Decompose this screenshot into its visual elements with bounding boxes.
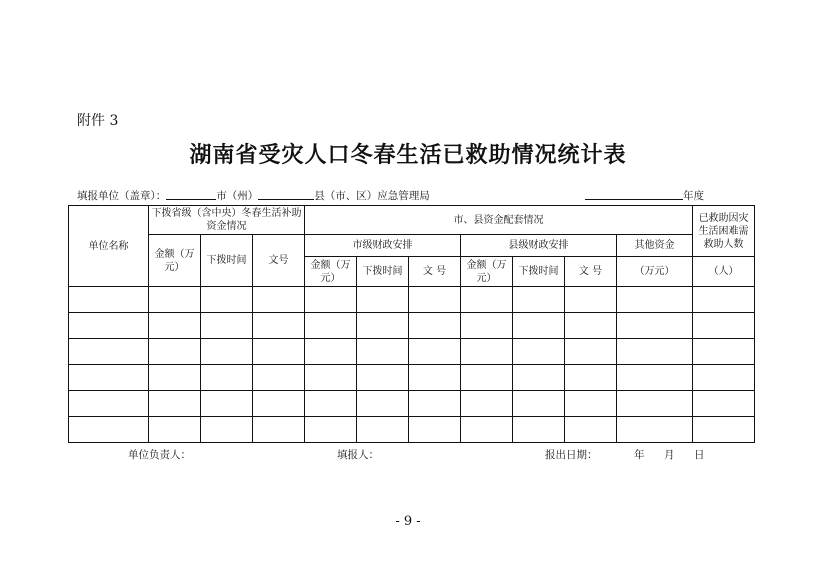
table-cell[interactable] bbox=[305, 417, 357, 443]
header-city-finance: 市级财政安排 bbox=[305, 235, 461, 257]
footer-year: 年 bbox=[634, 449, 645, 461]
table-cell[interactable] bbox=[461, 287, 513, 313]
header-city-county-funds: 市、县资金配套情况 bbox=[305, 206, 693, 235]
header-people-unit: （人） bbox=[693, 257, 755, 287]
header-other-funds: 其他资金 bbox=[617, 235, 693, 257]
header-provincial-amount: 金额（万元） bbox=[149, 235, 201, 287]
city-label: 市（州） bbox=[216, 190, 259, 202]
table-cell[interactable] bbox=[565, 313, 617, 339]
table-row bbox=[69, 339, 755, 365]
table-cell[interactable] bbox=[409, 339, 461, 365]
header-row-2 bbox=[69, 235, 755, 257]
table-cell[interactable] bbox=[565, 417, 617, 443]
header-county-time: 下拨时间 bbox=[513, 257, 565, 287]
table-row bbox=[69, 391, 755, 417]
table-cell[interactable] bbox=[409, 391, 461, 417]
header-provincial-doc: 文号 bbox=[253, 235, 305, 287]
table-cell[interactable] bbox=[201, 365, 253, 391]
table-cell[interactable] bbox=[461, 313, 513, 339]
table-cell[interactable] bbox=[565, 287, 617, 313]
table-cell[interactable] bbox=[693, 391, 755, 417]
table-cell[interactable] bbox=[693, 313, 755, 339]
table-cell[interactable] bbox=[617, 339, 693, 365]
table-cell[interactable] bbox=[149, 287, 201, 313]
table-cell[interactable] bbox=[461, 417, 513, 443]
footer-month: 月 bbox=[664, 449, 675, 461]
table-cell[interactable] bbox=[513, 391, 565, 417]
table-cell[interactable] bbox=[253, 339, 305, 365]
table-cell[interactable] bbox=[149, 313, 201, 339]
header-row-1 bbox=[69, 206, 755, 235]
table-cell[interactable] bbox=[617, 313, 693, 339]
table-cell[interactable] bbox=[201, 313, 253, 339]
footer-day: 日 bbox=[694, 449, 705, 461]
table-cell[interactable] bbox=[617, 391, 693, 417]
footer-head-label: 单位负责人： bbox=[128, 449, 191, 461]
table-cell[interactable] bbox=[409, 287, 461, 313]
table-cell[interactable] bbox=[565, 391, 617, 417]
header-people-helped: 已救助因灾生活困难需救助人数 bbox=[693, 206, 755, 257]
footer-date-label: 报出日期： bbox=[545, 449, 598, 461]
table-cell[interactable] bbox=[693, 339, 755, 365]
table-cell[interactable] bbox=[253, 391, 305, 417]
table-cell[interactable] bbox=[253, 365, 305, 391]
document-title: 湖南省受灾人口冬春生活已救助情况统计表 bbox=[189, 142, 627, 168]
table-cell[interactable] bbox=[617, 417, 693, 443]
table-cell[interactable] bbox=[201, 417, 253, 443]
table-cell[interactable] bbox=[69, 287, 149, 313]
table-cell[interactable] bbox=[357, 365, 409, 391]
table-cell[interactable] bbox=[69, 391, 149, 417]
attachment-label: 附件 3 bbox=[77, 113, 119, 129]
footer-filler-label: 填报人： bbox=[337, 449, 379, 461]
table-cell[interactable] bbox=[357, 313, 409, 339]
table-cell[interactable] bbox=[565, 365, 617, 391]
table-cell[interactable] bbox=[409, 365, 461, 391]
table-row bbox=[69, 313, 755, 339]
city-blank bbox=[166, 189, 216, 200]
header-unit-name: 单位名称 bbox=[69, 206, 149, 287]
table-cell[interactable] bbox=[461, 365, 513, 391]
table-cell[interactable] bbox=[201, 391, 253, 417]
statistics-table bbox=[68, 205, 755, 443]
table-cell[interactable] bbox=[693, 417, 755, 443]
table-cell[interactable] bbox=[305, 287, 357, 313]
table-cell[interactable] bbox=[357, 287, 409, 313]
header-provincial-funds: 下拨省级（含中央）冬春生活补助资金情况 bbox=[149, 206, 305, 235]
table-cell[interactable] bbox=[461, 339, 513, 365]
table-cell[interactable] bbox=[253, 417, 305, 443]
table-cell[interactable] bbox=[461, 391, 513, 417]
fill-unit-label: 填报单位（盖章）： bbox=[77, 190, 167, 202]
county-blank bbox=[258, 189, 314, 200]
table-cell[interactable] bbox=[253, 287, 305, 313]
table-row bbox=[69, 365, 755, 391]
table-cell[interactable] bbox=[69, 339, 149, 365]
table-cell[interactable] bbox=[357, 391, 409, 417]
table-cell[interactable] bbox=[149, 417, 201, 443]
table-cell[interactable] bbox=[201, 339, 253, 365]
header-county-doc: 文 号 bbox=[565, 257, 617, 287]
fill-info-row bbox=[77, 188, 717, 203]
table-cell[interactable] bbox=[409, 417, 461, 443]
table-cell[interactable] bbox=[69, 417, 149, 443]
table-cell[interactable] bbox=[693, 365, 755, 391]
table-cell[interactable] bbox=[305, 313, 357, 339]
header-other-unit: （万元） bbox=[617, 257, 693, 287]
table-cell[interactable] bbox=[513, 313, 565, 339]
county-label: 县（市、区）应急管理局 bbox=[314, 190, 430, 202]
header-provincial-time: 下拨时间 bbox=[201, 235, 253, 287]
table-cell[interactable] bbox=[565, 339, 617, 365]
table-cell[interactable] bbox=[305, 365, 357, 391]
table-cell[interactable] bbox=[149, 339, 201, 365]
header-county-finance: 县级财政安排 bbox=[461, 235, 617, 257]
table-row bbox=[69, 417, 755, 443]
table-cell[interactable] bbox=[693, 287, 755, 313]
table-cell[interactable] bbox=[305, 339, 357, 365]
table-cell[interactable] bbox=[617, 287, 693, 313]
table-cell[interactable] bbox=[357, 339, 409, 365]
table-row bbox=[69, 287, 755, 313]
table-cell[interactable] bbox=[409, 313, 461, 339]
table-cell[interactable] bbox=[201, 287, 253, 313]
table-cell[interactable] bbox=[513, 339, 565, 365]
header-city-time: 下拨时间 bbox=[357, 257, 409, 287]
table-cell[interactable] bbox=[513, 365, 565, 391]
table-cell[interactable] bbox=[69, 365, 149, 391]
year-blank bbox=[585, 189, 683, 200]
header-county-amount: 金额（万元） bbox=[461, 257, 513, 287]
header-city-doc: 文 号 bbox=[409, 257, 461, 287]
table-cell[interactable] bbox=[149, 391, 201, 417]
year-label: 年度 bbox=[683, 190, 704, 202]
table-cell[interactable] bbox=[253, 313, 305, 339]
table-cell[interactable] bbox=[617, 365, 693, 391]
table-cell[interactable] bbox=[149, 365, 201, 391]
table-cell[interactable] bbox=[513, 287, 565, 313]
table-cell[interactable] bbox=[513, 417, 565, 443]
table-cell[interactable] bbox=[69, 313, 149, 339]
page-number: - 9 - bbox=[395, 514, 421, 529]
table-body bbox=[69, 287, 755, 443]
header-city-amount: 金额（万元） bbox=[305, 257, 357, 287]
table-cell[interactable] bbox=[305, 391, 357, 417]
table-cell[interactable] bbox=[357, 417, 409, 443]
